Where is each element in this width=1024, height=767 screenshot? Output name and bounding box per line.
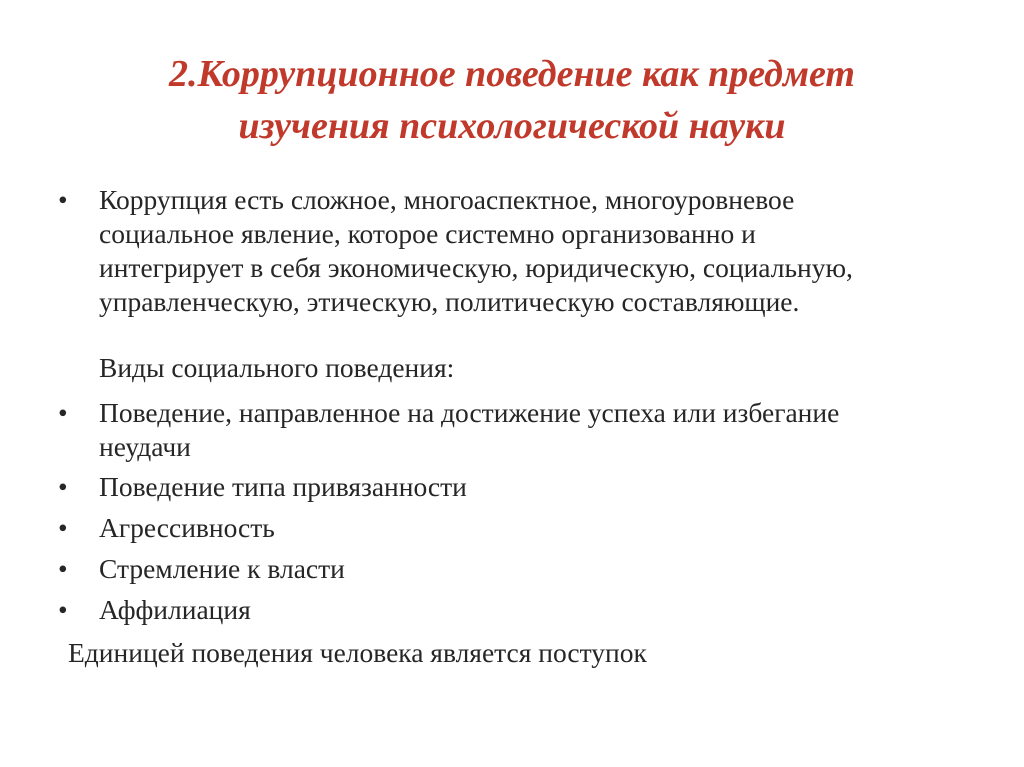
definition-line-1: Коррупция есть сложное, многоаспектное, многоуровневое [99,184,795,215]
list-item-text: Агрессивность [99,512,275,543]
definition-bullet [58,183,958,323]
list-item [58,470,958,506]
definition-line-3: интегрирует в себя экономическую, юридическую, социальную, [99,252,853,283]
list-item-text: Аффилиация [99,594,251,625]
definition-text [99,183,979,319]
bullet-icon: • [58,397,68,428]
list-item [58,593,958,629]
list-item-text: Стремление к власти [99,553,345,584]
list-item [58,511,958,547]
bullet-icon: • [58,471,68,502]
conclusion-text: Единицей поведения человека является поступок [68,637,647,668]
list-item-text [99,396,979,464]
slide-title [40,48,984,152]
list-item-line-1: Поведение, направленное на достижение успеха или избегание [99,397,840,428]
bullet-icon: • [58,184,68,215]
slide-title-line-1: 2.Коррупционное поведение как предмет [169,53,855,95]
bullet-icon: • [58,594,68,625]
definition-line-4: управленческую, этическую, политическую составляющие. [99,286,800,317]
slide-title-line-2: изучения психологической науки [238,105,786,147]
types-heading: Виды социального поведения: [99,352,455,383]
bullet-icon: • [58,553,68,584]
list-item [58,396,958,466]
list-item [58,552,958,588]
list-item-line-2: неудачи [99,431,191,462]
definition-line-2: социальное явление, которое системно организованно и [99,218,756,249]
list-item-text: Поведение типа привязанности [99,471,467,502]
bullet-icon: • [58,512,68,543]
